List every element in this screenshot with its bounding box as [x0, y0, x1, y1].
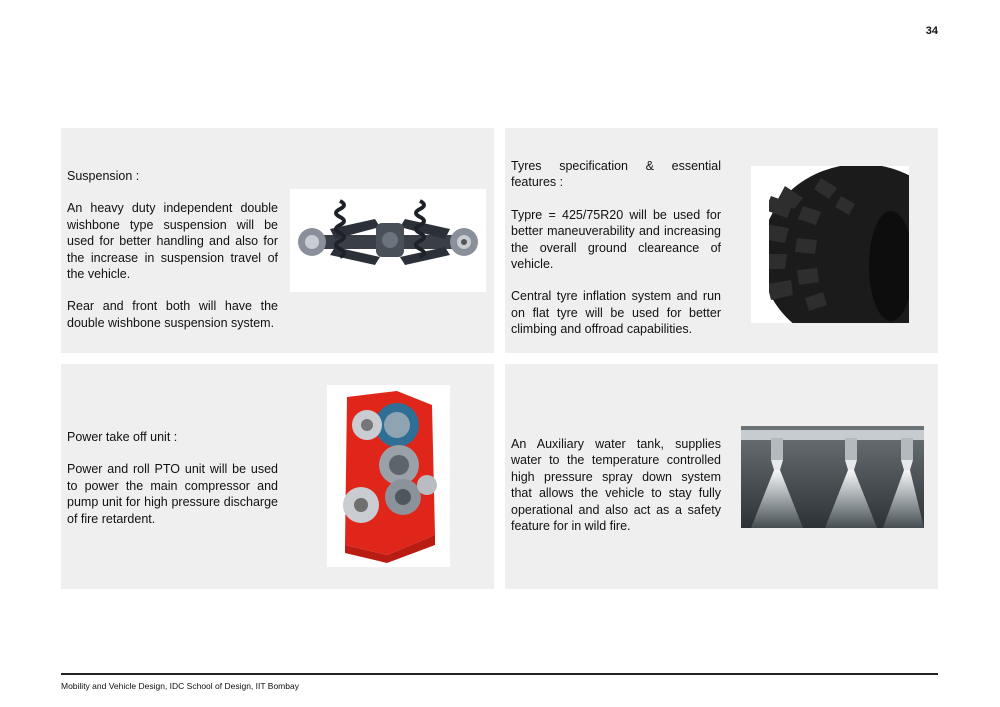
suspension-heading: Suspension :: [67, 169, 140, 183]
suspension-paragraph-1: An heavy duty independent double wishbone type suspension will be used for better handling and also for the increase in suspension travel of the vehicle.: [67, 201, 278, 282]
pto-gearbox-image: [327, 385, 450, 567]
tyres-paragraph-2: Central tyre inflation system and run on flat tyre will be used for better climbing and offroad capabilities.: [511, 289, 721, 337]
pto-panel: [61, 364, 494, 589]
suspension-text: [67, 168, 278, 331]
spray-nozzles-image: [741, 426, 924, 528]
water-tank-text: [511, 436, 721, 534]
tyres-heading: Tyres specification & essential features :: [511, 159, 721, 190]
suspension-axle-image: [290, 189, 486, 292]
pto-text: [67, 429, 278, 527]
pto-paragraph-1: Power and roll PTO unit will be used to power the main compressor and pump unit for high pressure discharge of fire retardent.: [67, 462, 278, 526]
suspension-paragraph-2: Rear and front both will have the double wishbone suspension system.: [67, 299, 278, 330]
tyres-paragraph-1: Typre = 425/75R20 will be used for better maneuverability and increasing the overall ground cleareance of vehicle.: [511, 207, 721, 272]
footer-divider: [61, 673, 938, 675]
water-tank-panel: [505, 364, 938, 589]
pto-heading: Power take off unit :: [67, 430, 178, 444]
page-number: 34: [925, 25, 938, 37]
water-tank-paragraph-1: An Auxiliary water tank, supplies water to the temperature controlled high pressure spray down system that allows the vehicle to stay fully operational and also act as a safety feature for in wild fire.: [511, 437, 721, 534]
suspension-panel: [61, 128, 494, 353]
offroad-tyre-image: [751, 166, 909, 323]
footer-text: Mobility and Vehicle Design, IDC School of Design, IIT Bombay: [61, 681, 299, 691]
tyres-text: [511, 158, 721, 338]
tyres-panel: [505, 128, 938, 353]
